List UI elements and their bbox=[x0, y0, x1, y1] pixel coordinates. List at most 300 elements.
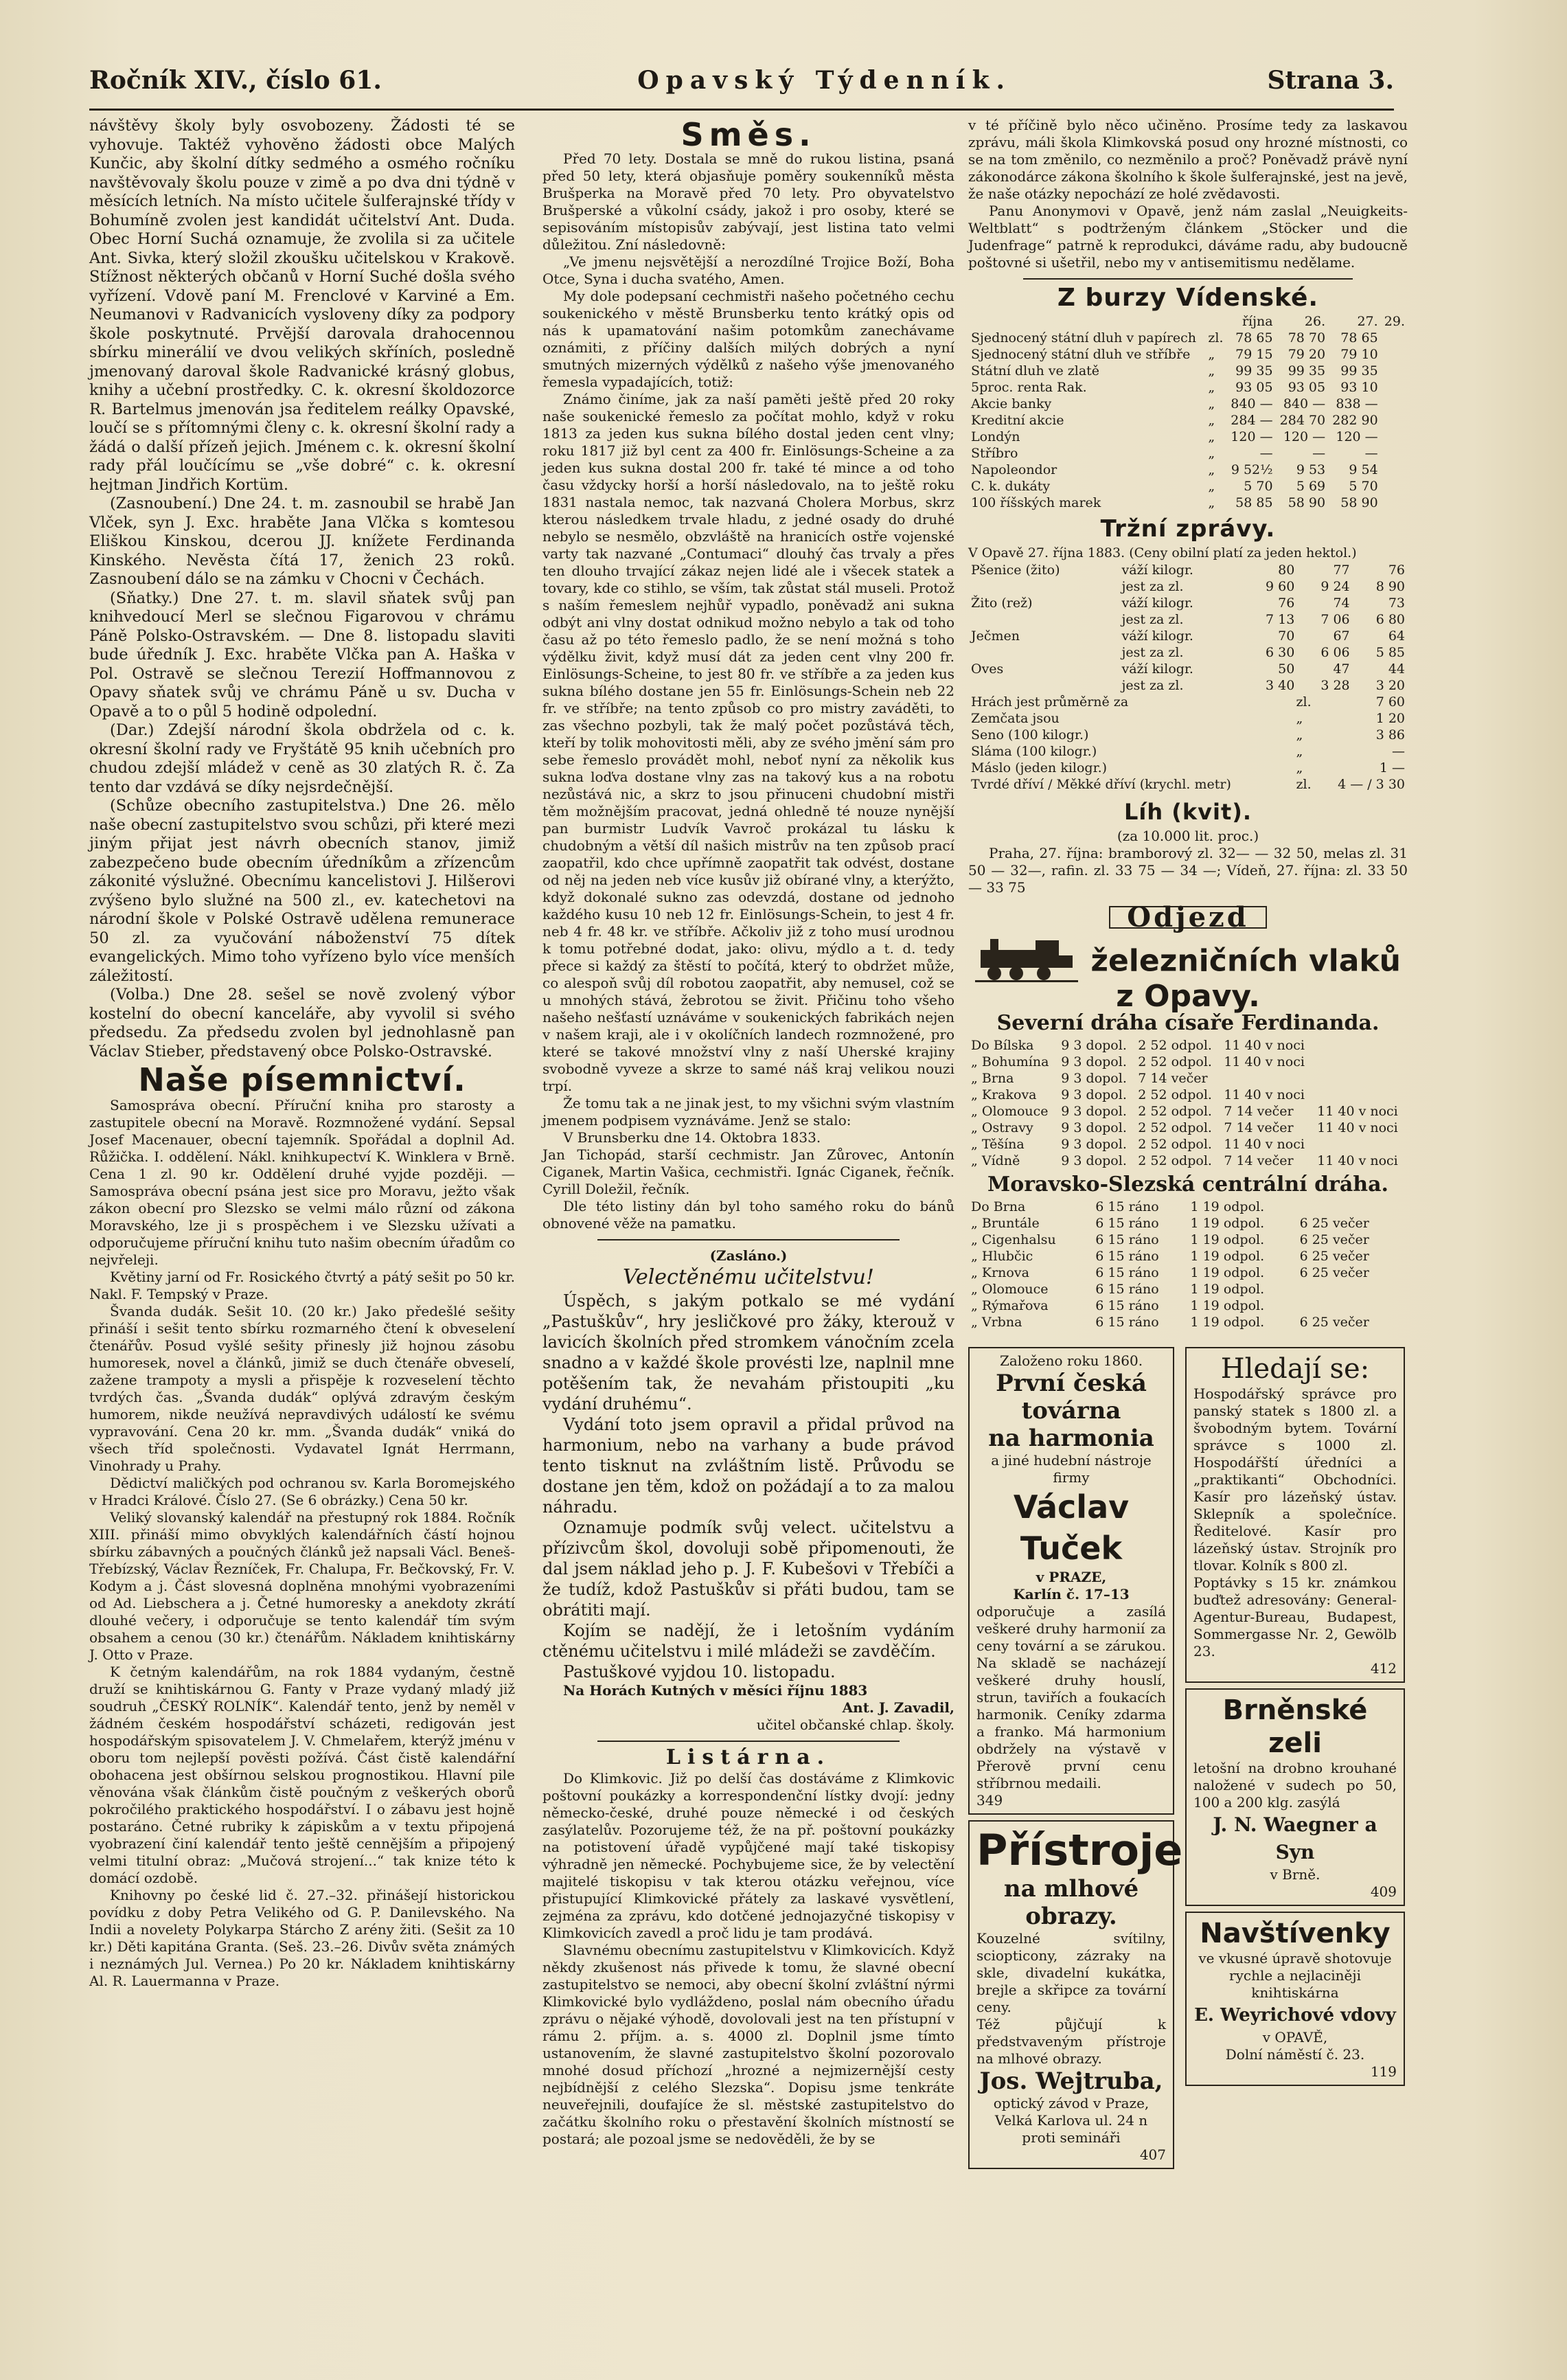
burza-value: 840 — bbox=[1231, 396, 1273, 411]
moravsko-row-cell: 1 19 odpol. bbox=[1190, 1265, 1265, 1280]
trzni-value: 7 13 bbox=[1266, 612, 1295, 627]
moravsko-row bbox=[968, 1199, 1408, 1215]
moravsko-row-cell: 1 19 odpol. bbox=[1190, 1232, 1265, 1247]
severni-row bbox=[968, 1037, 1408, 1054]
burza-value: 9 54 bbox=[1349, 462, 1378, 477]
moravsko-row-cell: 6 25 večer bbox=[1299, 1315, 1369, 1330]
trzni-extra-value: 4 — / 3 30 bbox=[1338, 777, 1405, 792]
burza-value: — bbox=[1259, 446, 1273, 461]
moravsko-row bbox=[968, 1297, 1408, 1314]
zaslano-author: Ant. J. Zavadil, bbox=[842, 1699, 954, 1716]
burza-table bbox=[968, 313, 1408, 511]
zaslano-place: Na Horách Kutných v měsíci říjnu 1883 bbox=[563, 1682, 868, 1699]
trzni-value: 76 bbox=[1278, 596, 1295, 611]
burza-row bbox=[968, 379, 1408, 396]
trzni-extra-value: — bbox=[1392, 744, 1405, 759]
trzni-label bbox=[968, 611, 1119, 628]
severni-row-cell bbox=[1314, 1087, 1408, 1103]
severni-row-cell: „ Těšína bbox=[971, 1137, 1025, 1152]
burza-value: 99 35 bbox=[1235, 363, 1273, 378]
trzni-value: 6 06 bbox=[1320, 645, 1350, 660]
moravsko-row-cell: 6 15 ráno bbox=[1095, 1282, 1159, 1297]
moravsko-row-cell: 6 25 večer bbox=[1299, 1249, 1369, 1264]
section-title-smes: Směs. bbox=[680, 116, 816, 153]
moravsko-row-cell: 1 19 odpol. bbox=[1190, 1249, 1265, 1264]
severni-title: Severní dráha císaře Ferdinanda. bbox=[996, 1011, 1380, 1035]
zaslano-title: Velectěnému učitelstvu! bbox=[623, 1265, 874, 1289]
trzni-value: 74 bbox=[1333, 596, 1350, 611]
moravsko-row-cell: 1 19 odpol. bbox=[1190, 1199, 1265, 1214]
moravsko-row-cell: „ Olomouce bbox=[971, 1282, 1049, 1297]
odjezd-subtitle: železničních vlaků z Opavy. bbox=[1090, 943, 1401, 1014]
section-title-trzni: Tržní zprávy. bbox=[1100, 515, 1276, 543]
trzni-extra-unit: „ bbox=[1296, 727, 1303, 743]
article-snatky: (Sňatky.) Dne 27. t. m. slavil sňatek svůj pan knihvedoucí Merl se slečnou Figarovou v chrámu Páně Polsko-Ostravském. — Dne 8. listopadu slaviti bude úředník J. Exc. hraběte Vlčka pan A. Haška v Pol. Ostravě se slečnou Terezií Hoffmannovou z Opavy sňatek svůj ve chrámu Páně u sv. Ducha v Opavě a to o půl 5 hodině odpolední. bbox=[89, 589, 515, 721]
trzni-value: 5 85 bbox=[1375, 645, 1405, 660]
burza-row bbox=[968, 445, 1408, 462]
burza-unit: „ bbox=[1208, 446, 1215, 461]
burza-unit: „ bbox=[1208, 396, 1215, 411]
ad-number: 119 bbox=[1370, 2063, 1397, 2080]
trzni-value: 76 bbox=[1388, 563, 1405, 578]
moravsko-row-cell bbox=[1400, 1265, 1408, 1281]
column-2 bbox=[542, 117, 954, 2148]
trzni-value: 47 bbox=[1333, 661, 1350, 677]
burza-unit: „ bbox=[1208, 429, 1215, 444]
ad-zeli bbox=[1185, 1688, 1405, 1906]
severni-row-cell: 2 52 odpol. bbox=[1138, 1104, 1212, 1119]
trzni-row bbox=[968, 644, 1408, 661]
ad-wejtruba bbox=[968, 1820, 1183, 2169]
trzni-value: 50 bbox=[1278, 661, 1295, 677]
burza-row bbox=[968, 478, 1408, 495]
ad-name: Václav Tuček bbox=[1013, 1488, 1130, 1567]
moravsko-row-cell: 6 15 ráno bbox=[1095, 1216, 1159, 1231]
severni-row-cell: „ Ostravy bbox=[971, 1120, 1033, 1135]
burza-row bbox=[968, 495, 1408, 511]
burza-value: 79 20 bbox=[1288, 347, 1326, 362]
trzni-value: 6 80 bbox=[1375, 612, 1405, 627]
burza-unit: „ bbox=[1208, 413, 1215, 428]
lit-item: Knihovny po české lid č. 27.–32. přinášejí historickou povídku z doby Petra Velikého od G. P. Danilevského. Na Indii a novelety Polykarpa Stárcho Z arény žiti. (Sešit za 10 kr.) Děti kapitána Granta. (Seš. 23.–26. Divův světa známých i neznámých Jul. Vernea.) Po 20 kr. Nákladem knihtiskárny Al. R. Lauermanna v Praze. bbox=[89, 1886, 515, 1989]
trzni-extra-value: 3 86 bbox=[1375, 727, 1405, 743]
burza-label: Sjednocený státní dluh ve stříbře bbox=[971, 347, 1191, 362]
burza-label: Stříbro bbox=[971, 446, 1018, 461]
burza-row bbox=[968, 396, 1408, 412]
listarna-continued: v té příčině bylo něco učiněno. Prosíme tedy za laskavou zprávu, máli škola Klimkovská posud ony hrozné místnosti, co se na tom změnilo, co nezměnilo a proč? Poněvadž právě nyní zákonodárce zákona školního k škole šulferajnské, jest na jevě, že naše otázky nepochází ze holé zvědavosti. bbox=[968, 117, 1408, 202]
zaslano-paragraph: Oznamuje podmík svůj velect. učitelstvu a přízivcům škol, dovoluji sobě připomenouti, že dal jsem náklad jeho p. J. F. Kubešovi v Třebíči a že tudíž, kdož Pastuškův si přáti budou, tam se obrátiti mají. bbox=[542, 1518, 954, 1620]
trzni-measure: jest za zl. bbox=[1121, 678, 1184, 693]
trzni-value: 77 bbox=[1333, 563, 1350, 578]
ad-name: Jos. Wejtruba, bbox=[979, 2067, 1163, 2095]
trzni-label: Žito (rež) bbox=[971, 596, 1033, 611]
moravsko-row-cell: 6 15 ráno bbox=[1095, 1315, 1159, 1330]
listarna-paragraph: Panu Anonymovi v Opavě, jenž nám zaslal „Neuigkeits-Weltblatt“ s podtrženým článkem „Stöcker und die Judenfrage“ patrně k reprodukci, dáváme radu, aby budoucně poštovné si ušetřil, nebo my v antisemitismu nedělame. bbox=[968, 203, 1408, 271]
moravsko-row-cell: „ Cigenhalsu bbox=[971, 1232, 1056, 1247]
ad-title: Hledají se: bbox=[1220, 1353, 1370, 1385]
severni-row-cell: 2 52 odpol. bbox=[1138, 1054, 1212, 1069]
smes-paragraph: My dole podepsaní cechmistři našeho početného cechu soukenického v městě Brunsberku tento krátký opis od nás k upamatování našim potomkům zanechávame oznámiti, z příčiny dalších milých dobrých a nyní smutných mizerných výdělků z našeho výše jmenovaného řemesla vypadajících, totiž: bbox=[542, 288, 954, 390]
trzni-value: 6 30 bbox=[1266, 645, 1295, 660]
burza-row bbox=[968, 363, 1408, 379]
smes-signatures: Jan Tichopád, starší cechmistr. Jan Zůrovec, Antonín Ciganek, Martin Vašica, cechmistři. Ignác Ciganek, řečník. Cyrill Doležil, řečník. bbox=[542, 1146, 954, 1197]
severni-row-cell: Do Bílska bbox=[971, 1038, 1034, 1053]
severni-row-cell: 9 3 dopol. bbox=[1061, 1153, 1127, 1168]
trzni-row bbox=[968, 611, 1408, 628]
trzni-extra-row bbox=[968, 710, 1408, 727]
burza-value: 5 69 bbox=[1296, 479, 1326, 494]
burza-value: 120 — bbox=[1231, 429, 1273, 444]
odjezd-banner bbox=[968, 901, 1408, 1014]
trzni-label bbox=[968, 578, 1119, 595]
moravsko-row-cell: „ Vrbna bbox=[971, 1315, 1022, 1330]
trzni-extra-unit: „ bbox=[1296, 711, 1303, 726]
severni-row-cell: 9 3 dopol. bbox=[1061, 1071, 1127, 1086]
zaslano-label: (Zasláno.) bbox=[709, 1247, 788, 1264]
severni-row-cell: 11 40 v noci bbox=[1317, 1120, 1398, 1135]
ad-number: 412 bbox=[1370, 1660, 1397, 1677]
burza-unit: „ bbox=[1208, 363, 1215, 378]
ad-line: firmy bbox=[1053, 1469, 1090, 1486]
burza-label: Londýn bbox=[971, 429, 1020, 444]
moravsko-row-cell bbox=[1400, 1215, 1408, 1232]
ad-big-title: Přístroje bbox=[976, 1825, 1183, 1875]
ad-address: Dolní náměstí č. 23. bbox=[1225, 2046, 1365, 2063]
burza-value: 5 70 bbox=[1349, 479, 1378, 494]
trzni-row bbox=[968, 661, 1408, 677]
ad-text: Hospodářský správce pro panský statek s 1800 zl. a švobodným bytem. Tovární správce s 1000 zl. Hospodářští úředníci a „praktikanti“ Obchodníci. Kasír pro lázeňský ústav. Sklepník a společníce. Ředitelové. Kasír pro lázeňský ústav. Strojník pro tlovar. Kolník s 800 zl. bbox=[1193, 1385, 1397, 1574]
burza-row bbox=[968, 346, 1408, 363]
moravsko-row-cell: 6 15 ráno bbox=[1095, 1232, 1159, 1247]
trzni-extra-value: 1 20 bbox=[1375, 711, 1405, 726]
moravsko-table bbox=[968, 1199, 1408, 1330]
burza-value: 58 90 bbox=[1340, 495, 1378, 510]
burza-label: Státní dluh ve zlatě bbox=[971, 363, 1100, 378]
zaslano-paragraph: Kojím se nadějí, že i letošním vydáním ctěnému učitelstvu i milé mládeži se zavděčím. bbox=[542, 1621, 954, 1661]
severni-table bbox=[968, 1037, 1408, 1169]
ad-city: v Brně. bbox=[1270, 1866, 1320, 1883]
severni-row-cell: 7 14 večer bbox=[1224, 1120, 1294, 1135]
burza-unit: „ bbox=[1208, 495, 1215, 510]
severni-row bbox=[968, 1087, 1408, 1103]
article-schuze: (Schůze obecního zastupitelstva.) Dne 26. mělo naše obecní zastupitelstvo svou schůzi, při které mezi jiným přijat jest návrh obecních stanov, jimiž zabezpečeno bude obecním úředníkům a zřízencům zákonité výslužné. Obecnímu kancelistovi J. Hilšerovi zvýšeno bylo služné na 500 zl., ev. katechetovi na národní škole v Polské Ostravě udělena remunerace 50 zl. za vyučování náboženství 75 dítek evangelických. Mimo toho vyřízeno bylo více menších záležitostí. bbox=[89, 797, 515, 985]
burza-day: 29. bbox=[1384, 314, 1405, 329]
moravsko-row-cell: 6 15 ráno bbox=[1095, 1249, 1159, 1264]
burza-value: 93 05 bbox=[1235, 380, 1273, 395]
moravsko-row-cell: „ Krnova bbox=[971, 1265, 1029, 1280]
ad-founded: Založeno roku 1860. bbox=[999, 1352, 1143, 1369]
moravsko-row-cell: 6 15 ráno bbox=[1095, 1199, 1159, 1214]
zaslano-paragraph: Vydání toto jsem opravil a přidal průvod na harmonium, nebo na varhany a bude právod tento tisknut na zvláštním listě. Průvodu se dostane jen těm, kdož on požádají a to za malou náhradu. bbox=[542, 1415, 954, 1517]
burza-value: 78 65 bbox=[1235, 330, 1273, 345]
severni-row bbox=[968, 1054, 1408, 1070]
ad-number: 409 bbox=[1370, 1883, 1397, 1900]
ad-text: letošní na drobno krouhané naložené v sudech po 50, 100 a 200 klg. zasýlá bbox=[1193, 1760, 1397, 1811]
lih-subtitle: (za 10.000 lit. proc.) bbox=[1117, 828, 1259, 844]
severni-row-cell: 11 40 v noci bbox=[1224, 1137, 1305, 1152]
severni-row-cell: „ Brna bbox=[971, 1071, 1014, 1086]
moravsko-row bbox=[968, 1232, 1408, 1248]
moravsko-row-cell: 1 19 odpol. bbox=[1190, 1282, 1265, 1297]
trzni-measure: jest za zl. bbox=[1121, 579, 1184, 594]
ad-line: a jiné hudební nástroje bbox=[991, 1452, 1152, 1469]
lit-item: Veliký slovanský kalendář na přestupný rok 1884. Ročník XIII. přináší mimo obvyklých kalendářních částí hojnou sbírku zábavných a poučných článků jež napsali Václ. Beneš-Třebízský, Václav Řezníček, Fr. Chalupa, Fr. Bečkovský, Fr. V. Kodym a j. Část slovesná doplněna mnohými vyobrazeními od Ad. Liebschera a j. Četné humoresky a anekdoty zkrátí dlouhé večery, i odporučuje se tento kalendář tím svým obsahem a cenou (30 kr.) čtenářům. Nákladem knihtiskárny J. Otto v Praze. bbox=[89, 1508, 515, 1663]
smes-paragraph: „Ve jmenu nejsvětější a nerozdílné Trojice Boží, Boha Otce, Syna i ducha svatého, Amen. bbox=[542, 253, 954, 287]
listarna-paragraph: Slavnému obecnímu zastupitelstvu v Klimkovicích. Když někdy zkušenost nás přivede k tomu, že slavné obecní zastupitelstvo se nemoci, aby obecní školní zvláštní nýrmi Klimkovické bylo vydláždeno, poslal nám obecního úřadu zprávu o nějaké výhodě, dovolovali jest na ten přístupní v rámu 2. příjm. a. s. 4000 zl. Doplnil jsme tímto ustanovením, že slavné zastupitelstvo školní pozorovalo mnohé dosud příchozí „hrozné a nejmizernější cesty nejbídnější z celého Slezska“. Dopisu jsme tenkráte neuveřejnili, doufajíce že sl. městské zastupitelstvo do začátku školního roku o přestavění školních místností se postará; ale pozoal jsme se nedověděli, že by se bbox=[542, 1942, 954, 2147]
severni-row bbox=[968, 1153, 1408, 1169]
trzni-value: 80 bbox=[1278, 563, 1295, 578]
moravsko-row bbox=[968, 1265, 1408, 1281]
moravsko-row bbox=[968, 1281, 1408, 1297]
moravsko-row bbox=[968, 1215, 1408, 1232]
zaslano-author-title: učitel občanské chlap. školy. bbox=[756, 1716, 954, 1733]
severni-row-cell: 2 52 odpol. bbox=[1138, 1087, 1212, 1102]
trzni-extra-table bbox=[968, 694, 1408, 793]
moravsko-row-cell: „ Hlubčic bbox=[971, 1249, 1033, 1264]
burza-value: 120 — bbox=[1336, 429, 1378, 444]
listarna-paragraph: Do Klimkovic. Již po delší čas dostáváme z Klimkovic poštovní poukázky a korrespondenční lístky dvojí: jedny německo-české, druhé pouze německé i od českých zasýlatelův. Pozorujeme též, že na př. poštovní poukázky na potistovení úřadě vypůjčené mají také tiskopisy výhradně jen německé. Pochybujeme sice, že by velectění majitelé tiskopisu v tak kterou otázku veřejnou, více přistupující Klimkovické přátely za laskavé vysvětlení, zejména za zprávu, kdo dotčené jednojazyčné tiskopisy v Klimkovicích zavedl a proč lidu je tam prodává. bbox=[542, 1770, 954, 1941]
smes-paragraph: Dle této listiny dán byl toho samého roku do bánů obnovené věže na pamatku. bbox=[542, 1198, 954, 1232]
moravsko-row-cell bbox=[1400, 1281, 1408, 1297]
ad-tucek bbox=[968, 1347, 1174, 1815]
burza-value: 93 05 bbox=[1288, 380, 1326, 395]
divider bbox=[597, 1741, 900, 1742]
trzni-label: Ječmen bbox=[971, 628, 1020, 644]
trzni-value: 70 bbox=[1278, 628, 1295, 644]
burza-unit: „ bbox=[1208, 380, 1215, 395]
severni-row bbox=[968, 1070, 1408, 1087]
burza-value: 78 65 bbox=[1340, 330, 1378, 345]
trzni-value: 9 24 bbox=[1320, 579, 1350, 594]
severni-row-cell: 11 40 v noci bbox=[1317, 1153, 1398, 1168]
burza-unit: „ bbox=[1208, 347, 1215, 362]
lih-text: Praha, 27. října: bramborový zl. 32— — 32 50, melas zl. 31 50 — 32—, rafin. zl. 33 75 — 34 —; Vídeň, 27. října: zl. 33 50 — 33 75 bbox=[968, 845, 1408, 896]
moravsko-row-cell bbox=[1400, 1314, 1408, 1330]
burza-value: — bbox=[1364, 446, 1378, 461]
burza-value: 284 70 bbox=[1279, 413, 1326, 428]
trzni-extra-label: Tvrdé dříví / Měkké dříví (krychl. metr) bbox=[971, 777, 1231, 792]
burza-value: 93 10 bbox=[1340, 380, 1378, 395]
moravsko-row-cell: Do Brna bbox=[971, 1199, 1026, 1214]
moravsko-row-cell bbox=[1400, 1232, 1408, 1248]
moravsko-row-cell: 6 25 večer bbox=[1299, 1232, 1369, 1247]
moravsko-row-cell: 6 25 večer bbox=[1299, 1216, 1369, 1231]
burza-label: C. k. dukáty bbox=[971, 479, 1051, 494]
trzni-extra-row bbox=[968, 776, 1408, 793]
trzni-extra-label: Máslo (jeden kilogr.) bbox=[971, 760, 1108, 775]
burza-day: 26. bbox=[1304, 314, 1326, 329]
ad-address: Karlín č. 17–13 bbox=[1013, 1586, 1130, 1602]
severni-row-cell: 9 3 dopol. bbox=[1061, 1087, 1127, 1102]
ad-text: ve vkusné úpravě shotovuje rychle a nejlaciněji knihtiskárna bbox=[1198, 1950, 1392, 2001]
trzni-extra-label: Zemčata jsou bbox=[971, 711, 1060, 726]
article-volba: (Volba.) Dne 28. sešel se nově zvolený výbor kostelní do obecní kanceláře, aby vyvolil si svého předsedu. Za předsedu zvolen byl jednohlasně pan Václav Stieber, představený obce Polsko-Ostravské. bbox=[89, 986, 515, 1061]
trzni-value: 3 40 bbox=[1266, 678, 1295, 693]
trzni-measure: jest za zl. bbox=[1121, 645, 1184, 660]
ad-title: Brněnské zeli bbox=[1222, 1695, 1368, 1759]
trzni-extra-label: Hrách jest průměrně za bbox=[971, 694, 1129, 710]
severni-row-cell bbox=[1221, 1070, 1314, 1087]
severni-row-cell: 11 40 v noci bbox=[1224, 1038, 1305, 1053]
burza-label: Kreditní akcie bbox=[971, 413, 1064, 428]
trzni-extra-unit: zl. bbox=[1296, 694, 1312, 710]
trzni-extra-value: 7 60 bbox=[1375, 694, 1405, 710]
divider bbox=[1023, 278, 1353, 280]
trzni-label bbox=[968, 644, 1119, 661]
trzni-table bbox=[968, 562, 1408, 694]
ad-text: Poptávky s 15 kr. známkou buďtež adresovány: General-Agentur-Bureau, Budapest, Sommergasse Nr. 2, Gewölb 23. bbox=[1193, 1574, 1397, 1659]
trzni-extra-label: Sláma (100 kilogr.) bbox=[971, 744, 1097, 759]
trzni-extra-row bbox=[968, 694, 1408, 710]
severni-row-cell: 9 3 dopol. bbox=[1061, 1054, 1127, 1069]
newspaper-title: Opavský Týdenník. bbox=[637, 66, 1012, 95]
burza-value: 99 35 bbox=[1288, 363, 1326, 378]
section-title-literature: Naše písemnictví. bbox=[138, 1061, 466, 1098]
header-rule bbox=[89, 109, 1394, 111]
trzni-subtitle: V Opavě 27. října 1883. (Ceny obilní platí za jeden hektol.) bbox=[968, 545, 1357, 560]
severni-row-cell: 2 52 odpol. bbox=[1138, 1038, 1212, 1053]
burza-value: 78 70 bbox=[1288, 330, 1326, 345]
burza-row bbox=[968, 429, 1408, 445]
ad-address: optický závod v Praze, Velká Karlova ul. 24 n proti semináři bbox=[993, 2095, 1149, 2146]
ad-text: Též půjčují k předstvaveným přístroje na mlhové obrazy. bbox=[976, 2016, 1166, 2067]
moravsko-row-cell: 1 19 odpol. bbox=[1190, 1315, 1265, 1330]
burza-label: Napoleondor bbox=[971, 462, 1057, 477]
severni-row-cell bbox=[1314, 1054, 1408, 1070]
burza-unit: „ bbox=[1208, 479, 1215, 494]
trzni-extra-label: Seno (100 kilogr.) bbox=[971, 727, 1089, 743]
burza-unit: „ bbox=[1208, 462, 1215, 477]
trzni-measure: váží kilogr. bbox=[1121, 628, 1193, 644]
lit-item: Květiny jarní od Fr. Rosického čtvrtý a pátý sešit po 50 kr. Nakl. F. Tempský v Praze. bbox=[89, 1268, 515, 1302]
trzni-extra-unit: zl. bbox=[1296, 777, 1312, 792]
smes-paragraph: Před 70 lety. Dostala se mně do rukou listina, psaná před 50 lety, která objasňuje poměry soukenníků města Brušperka na Moravě před 70 lety. Pro obyvatelstvo Brušperské a vůkolní csády, jakož i pro osoby, které se sepisováním místopisův zabývají, jest listina tato velmi důležitou. Zní následovně: bbox=[542, 150, 954, 253]
trzni-measure: jest za zl. bbox=[1121, 612, 1184, 627]
severni-row-cell: „ Olomouce bbox=[971, 1104, 1049, 1119]
ad-name: J. N. Waegner a Syn bbox=[1213, 1813, 1377, 1863]
lit-item: Samospráva obecní. Příruční kniha pro starosty a zastupitele obecní na Moravě. Rozmnožené vydání. Sepsal Josef Macenauer, obecní tajemník. Spořádal a doplnil Ad. Růžička. I. oddělení. Nákl. knihkupectví K. Winklera v Brně. Cena 1 zl. 90 kr. Oddělení druhé vyjde později. — Samospráva obecní psána jest sice pro Moravu, ježto však zákon obecní pro Slezsko se velmi málo různí od zákona Moravského, lze ji s prospěchem i ve Slezsku užívati a odporučujeme příruční knihu tuto našim obecním úřadům co nejvřeleji. bbox=[89, 1096, 515, 1268]
burza-value: 840 — bbox=[1283, 396, 1326, 411]
burza-label: Akcie banky bbox=[971, 396, 1052, 411]
severni-row-cell: „ Bohumína bbox=[971, 1054, 1049, 1069]
smes-paragraph: Známo činíme, jak za naší paměti ještě před 20 roky naše soukenické řemeslo za počítat mohlo, když v roku 1813 za jeden kus sukna bílého dostal jeden cent vlny; roku 1817 již byl cent za 400 fr. Einlösungs-Scheine a za jeden kus sukna dostal 200 fr. také té mince a od toho času vždycky horší a horší následovalo, na to ještě roku 1831 nastala nemoc, tak nazvaná Cholera Morbus, skrz kterou následkem trvale hladu, z jedné osady do druhé nebylo se nesmělo, obzvláště na hranicích ostře vojenské varty tak nazvané „Contumaci“ dlouhý čas trvaly a přes ten dlouho trvající zákaz nejen lidé ale i všecek statek a tovary, kde co stihlo, se vším, tak zůstat stál museli. Protož s naším řemeslem nejhůř vypadlo, poněvadž ani sukna odbýt ani vlny dostat odnikud možno nebylo a tak od toho času až po této řemeslo padlo, že se není možná s toho výdělku živit, když musí dát za jeden cent vlny 200 fr. Einlösungs-Scheine, to jest 80 fr. ve stříbře a za jeden kus sukna bílého dostane jen 55 fr. Einlösungs-Schein neb 22 fr. ve stříbře; na tento způsob co pro mistry zaváděti, to zas všechno pozbyli, tak že malý počet pozůstává těch, kteří by tolik mohovitosti měli, aby ze svého jmění sám pro sebe řemeslo provádět mohl, neboť nyní za několik kus sukna loďva dostane vlny zas na takový kus a na robotu nezůstává nic, a skrz to jsou přinuceni chudobní mistři těm možnějším pracovat, jedná ohledně té nouze nynější pan burmistr Ludvík Vavroč prokázal tu lásku k chudobným a větší díl našich mistrův na ten způsob prací zaopatřil, kdo chce upřímně zaopatřit tak odvést, dostane od něj na jeden neb více kusův již obírané vlny, a kterýžto, když dokonalé sukno zas odevzdá, dostane od jednoho každého kusu 10 neb 12 fr. Einlösungs-Schein, to jest 4 fr. neb 4 fr. 48 kr. ve stříbře. Ačkoliv již z toho musí urodnou k tomu potřebné dodat, jako: olivu, mýdlo a t. d. tedy přece si každý za štěstí to počítá, který to obdržet může, co alespoň svůj díl robotou zaopatřit, aby nemusel, což se u mnohých stává, žebrotou se živit. Přičinu toho všeho našeho nešťastí uznáváme v soukenických fabrikách nejen v našem kraji, ale i v okolíčních landech rozmnožené, pro které se takové množství vlny z naší Uherské krajiny svobodně vyveze a skrze to samé náš kraj velikou nouzi trpí. bbox=[542, 391, 954, 1094]
ad-number: 349 bbox=[976, 1792, 1003, 1809]
trzni-label: Pšenice (žito) bbox=[971, 563, 1060, 578]
trzni-value: 64 bbox=[1388, 628, 1405, 644]
burza-value: 120 — bbox=[1283, 429, 1326, 444]
locomotive-icon bbox=[975, 935, 1078, 987]
severni-row-cell: „ Vídně bbox=[971, 1153, 1020, 1168]
moravsko-row bbox=[968, 1314, 1408, 1330]
trzni-extra-unit: „ bbox=[1296, 760, 1303, 775]
burza-value: 9 53 bbox=[1296, 462, 1326, 477]
ad-city: v OPAVĚ, bbox=[1262, 2029, 1328, 2045]
section-title-burza: Z burzy Vídenské. bbox=[1057, 284, 1319, 312]
severni-row bbox=[968, 1103, 1408, 1120]
odjezd-title: Odjezd bbox=[1109, 906, 1266, 929]
ad-navstivenky bbox=[1185, 1912, 1405, 2086]
lit-item: Dědictví maličkých pod ochranou sv. Karla Boromejského v Hradci Králové. Číslo 27. (Se 6 obrázky.) Cena 50 kr. bbox=[89, 1474, 515, 1508]
trzni-extra-value: 1 — bbox=[1379, 760, 1405, 775]
severni-row-cell bbox=[1314, 1037, 1408, 1054]
burza-row bbox=[968, 462, 1408, 478]
trzni-row bbox=[968, 578, 1408, 595]
moravsko-row-cell: 6 25 večer bbox=[1299, 1265, 1369, 1280]
moravsko-row-cell: 1 19 odpol. bbox=[1190, 1298, 1265, 1313]
article-paragraph: návštěvy školy byly osvobozeny. Žádosti té se vyhovuje. Taktéž vyhověno žádosti obce Malých Kunčic, aby školní dítky sedmého a osmého ročníku navštěvovaly školu pouze v zimě a po dva dni týdně v měsících letních. Na místo učitele šulferajnské třídy v Bohumíně zvolen jest kandidát učitelství Ant. Duda. Obec Horní Suchá oznamuje, že zvolila si za učitele Ant. Sivka, který složil zkoušku učitelskou v Krakově. Stížnost některých občanů v Horní Suché došla svého vyřízení. Vdově paní M. Frenclové v Karviné a Em. Neumanovi v Radvanicích vysloveny díky za podpory škole poskytnuté. Prvější darovala drahocennou sbírku minerálií ve dvou velikých skříních, posledně jmenovaný daroval škole Radvanické krásný globus, knihy a učební prostředky. C. k. okresní školdozorce R. Bartelmus jmenován jsa ředitelem reálky Opavské, loučí se s přítomnými členy c. k. okresní školní rady a žádá o další přízeň jejich. Jménem c. k. okresní školní rady přál loučícímu se „vše dobré“ c. k. okresní hejtman Jindřich Kortüm. bbox=[89, 117, 515, 494]
trzni-label bbox=[968, 677, 1119, 694]
burza-unit: zl. bbox=[1208, 330, 1224, 345]
trzni-measure: váží kilogr. bbox=[1121, 596, 1193, 611]
ad-text: odporučuje a zasílá veškeré druhy harmonií za ceny tovární a se zárukou. Na skladě se nacházejí veškeré druhy houslí, strun, taviřích a foukacích harmonik. Ceníky zdarma a franko. Má harmonium obdržely na výstavě v Přerově první cenu stříbrnou medaili. bbox=[976, 1603, 1166, 1791]
issue-number: Ročník XIV., číslo 61. bbox=[89, 66, 382, 95]
moravsko-row bbox=[968, 1248, 1408, 1265]
lit-item: Švanda dudák. Sešit 10. (20 kr.) Jako předešlé sešity přináší i sešit tento sbírku rozmarného čtení k obveselení čtenářův. Posud vyšlé sešity přinesly již hojnou zásobu humoresek, novel a článků, jimiž se duch čtenáře obveselí, zažene trampoty a mysli a přispěje k rozveselení těchto tvrdých čas. „Švanda dudák“ oplývá zdravým českým humorem, nikde neužívá nepravdivých událostí ke svému vypravování. Cena 20 kr. mm. „Švanda dudák“ vniká do všech tříd společnosti. Vydavatel Ignát Herrmann, Vinohrady u Prahy. bbox=[89, 1302, 515, 1474]
burza-value: 58 85 bbox=[1235, 495, 1273, 510]
trzni-value: 8 90 bbox=[1375, 579, 1405, 594]
burza-row bbox=[968, 412, 1408, 429]
ad-line: První česká továrna bbox=[996, 1370, 1147, 1425]
severni-row-cell: 9 3 dopol. bbox=[1061, 1137, 1127, 1152]
trzni-extra-row bbox=[968, 727, 1408, 743]
trzni-measure: váží kilogr. bbox=[1121, 563, 1193, 578]
burza-day: 27. bbox=[1357, 314, 1378, 329]
trzni-row bbox=[968, 595, 1408, 611]
ad-title: Navštívenky bbox=[1200, 1918, 1391, 1949]
burza-month: října bbox=[1242, 314, 1273, 329]
moravsko-row-cell: „ Bruntále bbox=[971, 1216, 1040, 1231]
ads-area bbox=[968, 1341, 1408, 2175]
trzni-extra-row bbox=[968, 760, 1408, 776]
severni-row-cell: 9 3 dopol. bbox=[1061, 1104, 1127, 1119]
column-3 bbox=[968, 117, 1408, 2175]
burza-value: 79 15 bbox=[1235, 347, 1273, 362]
trzni-extra-unit: „ bbox=[1296, 744, 1303, 759]
ad-name: E. Weyrichové vdovy bbox=[1194, 2005, 1396, 2026]
trzni-row bbox=[968, 628, 1408, 644]
column-1 bbox=[89, 117, 515, 1990]
moravsko-row-cell bbox=[1297, 1281, 1400, 1297]
article-zasnoubeni: (Zasnoubení.) Dne 24. t. m. zasnoubil se hrabě Jan Vlček, syn J. Exc. hraběte Jana Vlčka s komtesou Eliškou Kinskou, dcerou JJ. knížete Ferdinanda Kinského. Nevěsta čítá 17, ženich 23 roků. Zasnoubení dálo se na zámku v Chocni v Čechách. bbox=[89, 495, 515, 588]
trzni-value: 44 bbox=[1388, 661, 1405, 677]
moravsko-row-cell bbox=[1297, 1297, 1400, 1314]
severni-row bbox=[968, 1120, 1408, 1136]
page-header bbox=[89, 66, 1394, 100]
trzni-value: 3 20 bbox=[1375, 678, 1405, 693]
article-dar: (Dar.) Zdejší národní škola obdržela od c. k. okresní školní rady ve Fryštátě 95 knih učebních pro chudou zdejší mládež v ceně as 30 zlatých R. č. Za tento dar vzdává se díky nejsrdečnější. bbox=[89, 721, 515, 796]
ad-address: v PRAZE, bbox=[1036, 1569, 1107, 1585]
moravsko-row-cell: 6 15 ráno bbox=[1095, 1265, 1159, 1280]
burza-value: 58 90 bbox=[1288, 495, 1326, 510]
trzni-value: 73 bbox=[1388, 596, 1405, 611]
trzni-row bbox=[968, 562, 1408, 578]
trzni-value: 7 06 bbox=[1320, 612, 1350, 627]
ad-number: 407 bbox=[1139, 2146, 1166, 2163]
burza-value: 9 52½ bbox=[1231, 462, 1273, 477]
lit-item: K četným kalendářům, na rok 1884 vydaným, čestně druží se knihtiskárnou G. Fanty v Praze vydaný mladý již soudruh „ČESKÝ ROLNÍK“. Kalendář tento, jenž by neměl v žádném českém hospodářství scházeti, redigován jest hospodářským spisovatelem J. V. Chmelařem, kterýž jménu v oboru tom nejlepší pověsti požívá. Část čistě kalendářní obohacena jest obšírnou selskou prognostikou. Hlavní pile věnována však článkům čistě poučným z veškerých oborů pokročilého praktického hospodářství. I o zábavu jest hojně postaráno. Četné rubriky k zápiskům a v textu připojená vyobrazení činí kalendář tento ještě cennějším a připojený velmi titulní obraz: „Mučová strojení...“ tak knize této k domácí ozdobě. bbox=[89, 1663, 515, 1886]
moravsko-row-cell: 1 19 odpol. bbox=[1190, 1216, 1265, 1231]
burza-value: — bbox=[1312, 446, 1326, 461]
burza-row bbox=[968, 330, 1408, 346]
severni-row-cell: 7 14 večer bbox=[1224, 1153, 1294, 1168]
trzni-value: 67 bbox=[1333, 628, 1350, 644]
trzni-extra-row bbox=[968, 743, 1408, 760]
burza-value: 284 — bbox=[1231, 413, 1273, 428]
ad-subtitle: na mlhové obrazy. bbox=[1003, 1875, 1139, 1930]
ad-text: Kouzelné svítilny, sciopticony, zázraky na skle, divadelní kukátka, brejle a skřipce za tovární ceny. bbox=[976, 1930, 1166, 2015]
ad-hledaji bbox=[1185, 1347, 1405, 1683]
moravsko-row-cell: „ Rýmařova bbox=[971, 1298, 1049, 1313]
